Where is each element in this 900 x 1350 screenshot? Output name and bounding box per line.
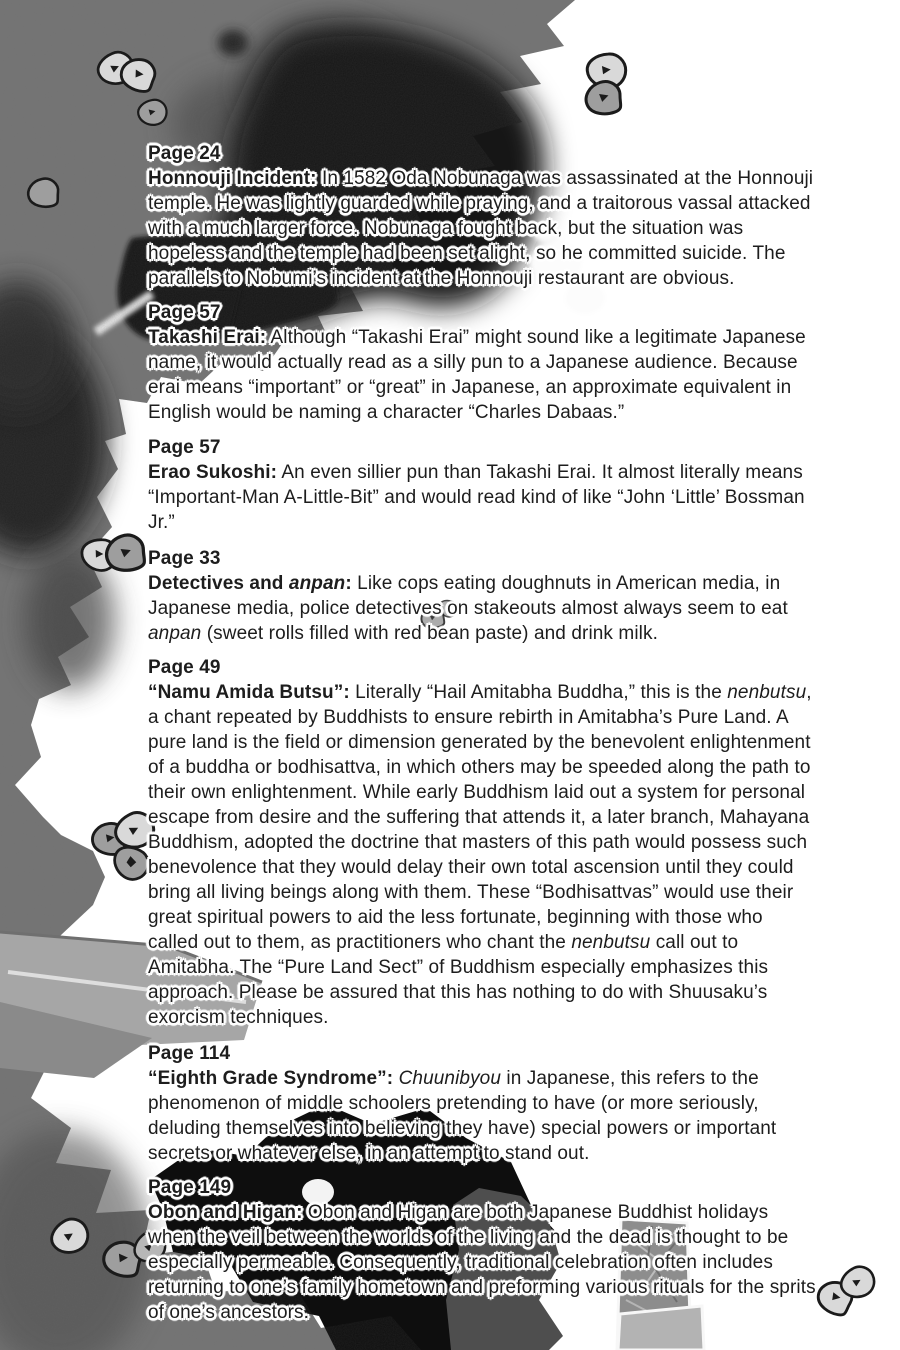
- note-block: [148, 655, 816, 1030]
- note-page-label: Page 57: [148, 302, 221, 323]
- note-block: [148, 1041, 816, 1166]
- note-text: Honnouji Incident: In 1582 Oda Nobunaga was assassinated at the Honnouji temple. He was lightly guarded while praying, and a traitorous vassal attacked with a much larger force. Nobunaga fought back, but the situation was hopeless and the temple had been set alight, so he committed suicide. The parallels to Nobumi’s incident at the Honnouji restaurant are obvious.: [148, 168, 814, 289]
- note-block: [148, 300, 816, 425]
- note-page-label: Page 149: [148, 1177, 232, 1198]
- note-text: Takashi Erai: Although “Takashi Erai” might sound like a legitimate Japanese name, it would actually read as a silly pun to a Japanese audience. Because erai means “important” or “great” in Japanese, an approximate equivalent in English would be naming a character “Charles Dabaas.”: [148, 327, 806, 423]
- note-text: Obon and Higan: Obon and Higan are both Japanese Buddhist holidays when the veil between the worlds of the living and the dead is thought to be especially permeable. Consequently, traditional celebration often includes returning to one’s family hometown and preforming various rituals for the sprits of one’s ancestors.: [148, 1202, 816, 1323]
- note-block: [148, 141, 816, 291]
- note-page-label: Page 33: [148, 548, 221, 569]
- note-page-label: Page 24: [148, 143, 221, 164]
- note-text: “Eighth Grade Syndrome”: Chuunibyou in Japanese, this refers to the phenomenon of middle schoolers pretending to have (or more seriously, deluding themselves into believing they have) special powers or important secrets or whatever else, in an attempt to stand out.: [148, 1068, 777, 1164]
- note-block: [148, 546, 816, 646]
- note-page-label: Page 49: [148, 657, 221, 678]
- note-block: [148, 1175, 816, 1325]
- note-page-label: Page 114: [148, 1043, 231, 1064]
- note-text: “Namu Amida Butsu”: Literally “Hail Amitabha Buddha,” this is the nenbutsu, a chant repeated by Buddhists to ensure rebirth in Amitabha’s Pure Land. A pure land is the field or dimension generated by the benevolent enlightenment of a buddha or bodhisattva, in which others may be speeded along the path to their own enlightenment. While early Buddhism laid out a system for personal escape from desire and the suffering that attends it, a later branch, Mahayana Buddhism, adopted the doctrine that masters of this path would possess such benevolence that they would delay their own total ascension until they could bring all living beings along with them. These “Bodhisattvas” would use their great spiritual powers to aid the less fortunate, beginning with those who called out to them, as practitioners who chant the nenbutsu call out to Amitabha. The “Pure Land Sect” of Buddhism especially emphasizes this approach. Please be assured that this has nothing to do with Shuusaku’s exorcism techniques.: [148, 682, 812, 1028]
- note-page-label: Page 57: [148, 437, 221, 458]
- note-text: Detectives and anpan: Like cops eating doughnuts in American media, in Japanese media, police detectives on stakeouts almost always seem to eat anpan (sweet rolls filled with red bean paste) and drink milk.: [148, 573, 788, 644]
- note-block: [148, 435, 816, 535]
- note-text: Erao Sukoshi: An even sillier pun than Takashi Erai. It almost literally means “Important-Man A-Little-Bit” and would read kind of like “John ‘Little’ Bossman Jr.”: [148, 462, 805, 533]
